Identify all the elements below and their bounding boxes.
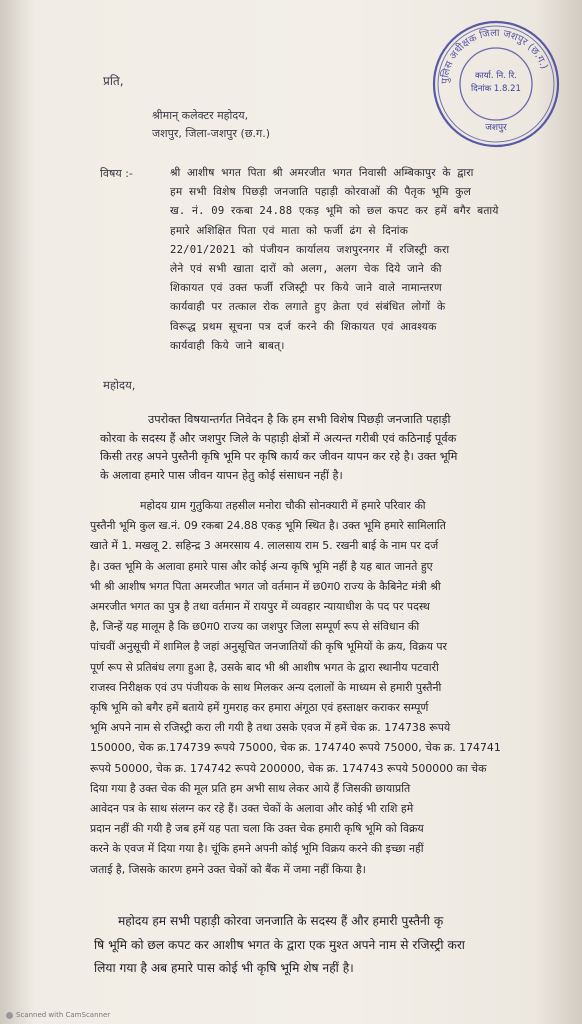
greeting: प्रति,	[103, 74, 124, 88]
subject-lines-line: शिकायत एवं उक्त फर्जी रजिस्ट्री पर किये जाने वाले नामान्तरण	[170, 282, 442, 295]
p1-line: कोरवा के सदस्य हैं और जशपुर जिले के पहाड़ी क्षेत्रों में अत्यन्त गरीबी एवं कठिनाई पूर्वक	[100, 431, 457, 445]
p2-line: 150000, चेक क्र.174739 रूपये 75000, चेक क्र. 174740 रूपये 75000, चेक क्र. 174741	[90, 741, 501, 755]
office-seal-stamp	[430, 18, 562, 150]
p2-line: महोदय ग्राम गुतुकिया तहसील मनोरा चौकी सोनक्यारी में हमारे परिवार की	[140, 499, 426, 512]
addressee-line-2: जशपुर, जिला-जशपुर (छ.ग.)	[152, 127, 271, 140]
p1-line: किसी तरह अपने पुस्तैनी कृषि भूमि पर कृषि कार्य कर जीवन यापन कर रहे है। उक्त भूमि	[100, 450, 458, 464]
subject-lines-line: कार्यवाही पर तत्काल रोक लगाते हुए क्रेता एवं संबंधित लोगों के	[170, 301, 446, 314]
p2-line: पूर्ण रूप से प्रतिबंध लगा हुआ है, उसके बाद भी श्री आशीष भगत के द्वारा स्थानीय पटवारी	[90, 660, 439, 674]
p2-line: करने के एवज में दिया गया है। चूंकि हमने अपनी कोई भूमि विक्रय करने की इच्छा नहीं	[90, 842, 424, 856]
subject-lines-line: विरूद्ध प्रथम सूचना पत्र दर्ज करने की शिकायत एवं आवश्यक	[170, 320, 437, 333]
p3-line: महोदय हम सभी पहाड़ी कोरवा जनजाति के सदस्य हैं और हमारी पुस्तैनी कृ	[118, 914, 444, 928]
seal-bottom-text: जशपुर	[485, 123, 507, 133]
seal-inner-line-1: कार्या. नि. रि.	[475, 71, 517, 81]
addressee-line-1: श्रीमान् कलेक्टर महोदय,	[152, 109, 249, 122]
subject-lines-line: हम सभी विशेष पिछड़ी जनजाति पहाड़ी कोरवाओं की पैतृक भूमि कुल	[170, 186, 471, 199]
scanner-watermark-text: Scanned with CamScanner	[16, 1011, 111, 1019]
seal-inner-line-2: दिनांक 1.8.21	[471, 84, 521, 94]
p2-line: आवेदन पत्र के साथ संलग्न कर रहे हैं। उक्त चेकों के अलावा और कोई भी राशि हमे	[90, 802, 414, 815]
subject-lines-line: 22/01/2021 को पंजीयन कार्यालय जशपुरनगर में रजिस्ट्री करा	[170, 243, 450, 256]
p2-line: है। उक्त भूमि के अलावा हमारे पास और कोई अन्य कृषि भूमि नहीं है यह बात जानते हुए	[90, 559, 433, 573]
p3-line: लिया गया है अब हमारे पास कोई भी कृषि भूमि शेष नहीं है।	[94, 961, 354, 975]
salutation: महोदय,	[103, 378, 136, 392]
p2-line: राजस्व निरीक्षक एवं उप पंजीयक के साथ मिलकर अन्य दलालों के माध्यम से हमारी पुस्तैनी	[90, 680, 442, 694]
p3-line: षि भूमि को छल कपट कर आशीष भगत के द्वारा एक मुश्त अपने नाम से रजिस्ट्री करा	[94, 937, 465, 952]
scanner-watermark	[6, 1011, 110, 1019]
p2-line: रूपये 50000, चेक क्र. 174742 रूपये 200000, चेक क्र. 174743 रूपये 500000 का चेक	[90, 761, 487, 775]
p2-line: भी श्री आशीष भगत पिता अमरजीत भगत जो वर्तमान में छ0ग0 राज्य के कैबिनेट मंत्री श्री	[90, 579, 441, 593]
p1-line: के अलावा हमारे पास जीवन यापन हेतु कोई संसाधन नहीं है।	[100, 468, 343, 482]
subject-label: विषय :-	[100, 167, 133, 180]
p1-line: उपरोक्त विषयान्तर्गत निवेदन है कि हम सभी विशेष पिछड़ी जनजाति पहाड़ी	[148, 413, 451, 426]
p2-line: प्रदान नहीं की गयी है जब हमें यह पता चला कि उक्त चेक हमारी कृषि भूमि को विक्रय	[90, 822, 424, 836]
p2-line: पांचवीं अनुसूची में शामिल है जहां अनुसूचित जनजातियों की कृषि भूमियों के क्रय, विक्रय पर	[90, 640, 448, 654]
subject-lines-line: लेने एवं सभी खाता दारों को अलग, अलग चेक दिये जाने की	[170, 263, 442, 275]
subject-lines-line: हमारे अशिक्षित पिता एवं माता को फर्जी ढंग से दिनांक	[170, 224, 409, 237]
subject-lines-line: कार्यवाही किये जाने बाबत्।	[170, 339, 285, 352]
p2-line: खाते में 1. मखलू 2. सहिन्द्र 3 अमरसाय 4. लालसाय राम 5. रखनी बाई के नाम पर दर्ज	[90, 539, 439, 553]
p2-line: कृषि भूमि को बगैर हमें बताये हमें गुमराह कर हमारा अंगूठा एवं हस्ताक्षर कराकर सम्पूर्ण	[90, 701, 429, 714]
p2-line: दिया गया है उक्त चेक की मूल प्रति हम अभी साथ लेकर आये हैं जिसकी छायाप्रति	[90, 781, 411, 795]
p2-line: अमरजीत भगत का पुत्र है तथा वर्तमान में रायपुर में व्यवहार न्यायाधीश के पद पर पदस्थ	[90, 600, 430, 613]
p2-line: है, जिन्हें यह मालूम है कि छ0ग0 राज्य का जशपुर जिला सम्पूर्ण रूप से संविधान की	[90, 620, 420, 634]
p2-line: जताई है, जिसके कारण हमने उक्त चेकों को बैंक में जमा नहीं किया है।	[90, 862, 366, 876]
subject-lines-line: श्री आशीष भगत पिता श्री अमरजीत भगत निवासी अम्बिकापुर के द्वारा	[170, 167, 474, 179]
seal-ring-text: पुलिस अधीक्षक जिला जशपुर (छ.ग.)	[439, 27, 550, 85]
subject-lines-line: ख. नं. 09 रकबा 24.88 एकड़ भूमि को छल कपट कर हमें बगैर बताये	[170, 205, 499, 218]
camscanner-logo-icon	[6, 1012, 13, 1019]
p2-line: भूमि अपने नाम से रजिस्ट्री करा ली गयी है तथा उसके एवज में हमें चेक क्र. 174738 रूपये	[90, 721, 451, 735]
p2-line: पुस्तैनी भूमि कुल ख.नं. 09 रकबा 24.88 एकड़ भूमि स्थित है। उक्त भूमि हमारे सामिलाति	[90, 519, 446, 533]
